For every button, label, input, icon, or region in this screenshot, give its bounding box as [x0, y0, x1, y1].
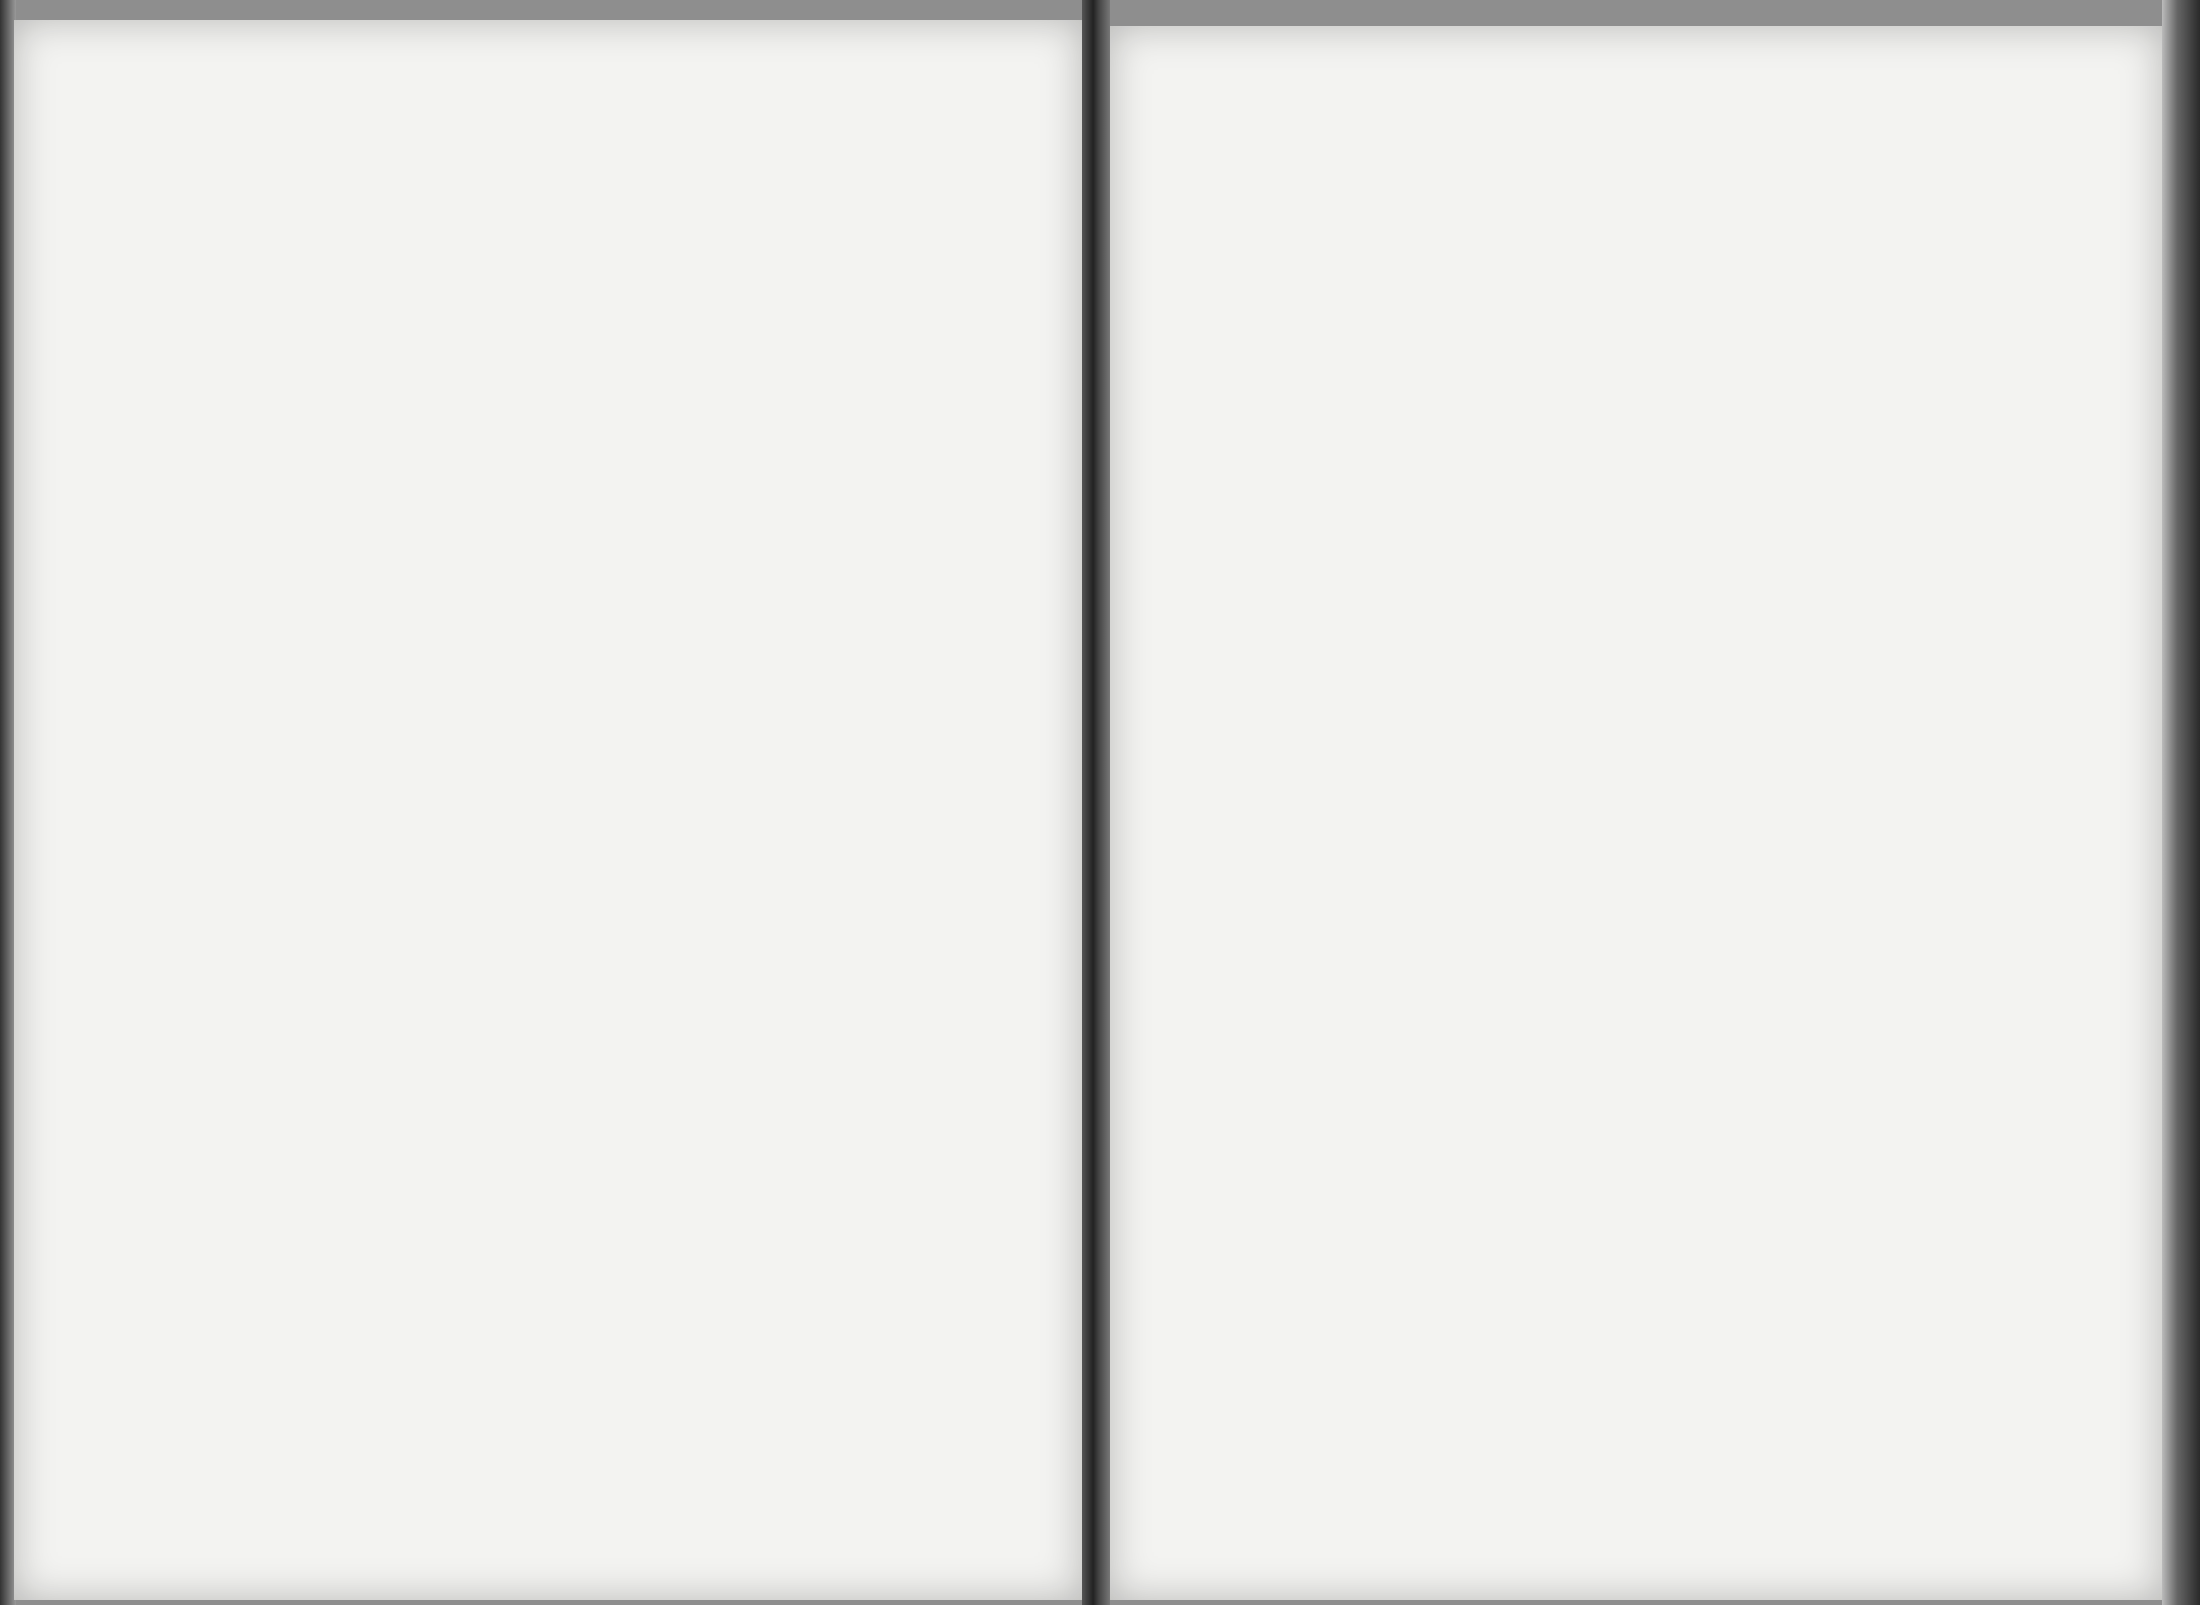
header-reading: [622, 142, 648, 258]
header-attended: [848, 142, 874, 258]
